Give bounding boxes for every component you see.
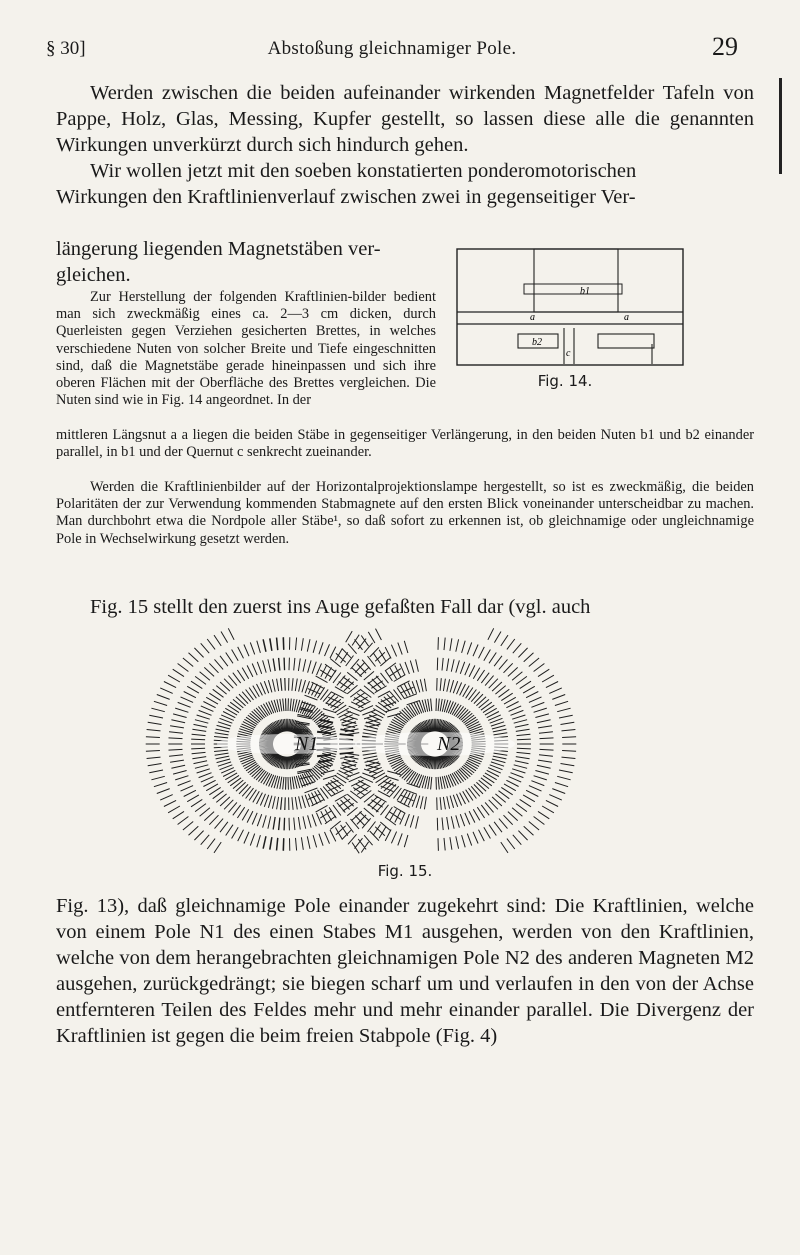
paragraph-4	[56, 479, 754, 548]
paragraph-3-text: Zur Herstellung der folgenden Kraftlinien-bilder bedient man sich zweckmäßig eines ca. 2—3 cm dicken, durch Querleisten gegen Verziehen gesicherten Brettes, in welches verschiedene Nuten von solcher Breite und Tiefe eingeschnitten sind, daß die Magnetstäbe gerade hineinpassen und sich ihre oberen Flächen mit der Oberfläche des Brettes vergleichen. Die Nuten sind wie in Fig. 14 angeordnet. In der	[56, 289, 436, 409]
paragraph-4-text: Werden die Kraftlinienbilder auf der Horizontalprojektionslampe hergestellt, so ist es zweckmäßig, die beiden Polaritäten der zur Verwendung kommenden Stabmagnete auf den ersten Blick voneinander unterscheidbar zu machen. Man durchbohrt etwa die Nordpole aller Stäbe¹, so daß sofort zu erkennen ist, ob gleichnamige oder ungleichnamige Pole in Wechselwirkung gesetzt werden.	[56, 479, 754, 547]
paragraph-2-line-1: Wir wollen jetzt mit den soeben konstatierten ponderomotorischen	[90, 160, 637, 182]
figure-14-board-diagram	[456, 248, 684, 366]
pole-label-n2: N2	[437, 733, 461, 755]
figure-15-field-lines-image	[145, 628, 675, 856]
paragraph-5-text: Fig. 15 stellt den zuerst ins Auge gefaßten Fall dar (vgl. auch	[90, 596, 591, 618]
label-a-right: a	[624, 312, 629, 323]
paragraph-6-text: Fig. 13), daß gleichnamige Pole einander zugekehrt sind: Die Kraftlinien, welche von einem Pole N1 des einen Stabes M1 ausgehen, werden von den Kraftlinien, welche von dem herangebrachten gleichnamigen Pole N2 des anderen Magneten M2 ausgehen, zurückgedrängt; sie biegen scharf um und verlaufen in den von der Achse entfernteren Teilen des Feldes mehr und mehr einander parallel. Die Divergenz der Kraftlinien ist gegen die beim freien Stabpole (Fig. 4)	[56, 895, 754, 1047]
paragraph-6	[56, 893, 754, 1049]
pole-label-n1: N1	[295, 733, 319, 755]
figure-15-caption: Fig. 15.	[377, 862, 433, 880]
paragraph-2-line-2: Wirkungen den Kraftlinienverlauf zwischen zwei in gegenseitiger Ver-	[56, 186, 636, 208]
paragraph-2-narrow	[56, 236, 426, 288]
paragraph-3-continued-text: mittleren Längsnut a a liegen die beiden Stäbe in gegenseitiger Verlängerung, in den beiden Nuten b1 und b2 einander parallel, in b1 und der Quernut c senkrecht zueinander.	[56, 427, 754, 461]
paragraph-2-line-3: längerung liegenden Magnetstäben ver-	[56, 238, 381, 260]
paragraph-5	[56, 594, 754, 620]
paragraph-2-line-4: gleichen.	[56, 264, 131, 286]
label-b2: b2	[532, 337, 542, 348]
margin-bar	[779, 78, 782, 174]
figure-14-caption: Fig. 14.	[537, 372, 593, 390]
label-c: c	[566, 348, 571, 359]
label-b1: b1	[580, 286, 590, 297]
page-header	[46, 32, 738, 68]
section-reference: § 30]	[46, 38, 86, 59]
paragraph-intro	[56, 80, 754, 210]
running-title: Abstoßung gleichnamiger Pole.	[267, 38, 517, 59]
paragraph-3	[56, 289, 436, 409]
page-number: 29	[712, 32, 738, 61]
paragraph-1: Werden zwischen die beiden aufeinander wirkenden Magnetfelder Tafeln von Pappe, Holz, Glas, Messing, Kupfer gestellt, so lassen diese alle die genannten Wirkungen unverkürzt durch sich hindurch gehen.	[56, 82, 754, 156]
paragraph-3-continued	[56, 427, 754, 461]
label-a-left: a	[530, 312, 535, 323]
